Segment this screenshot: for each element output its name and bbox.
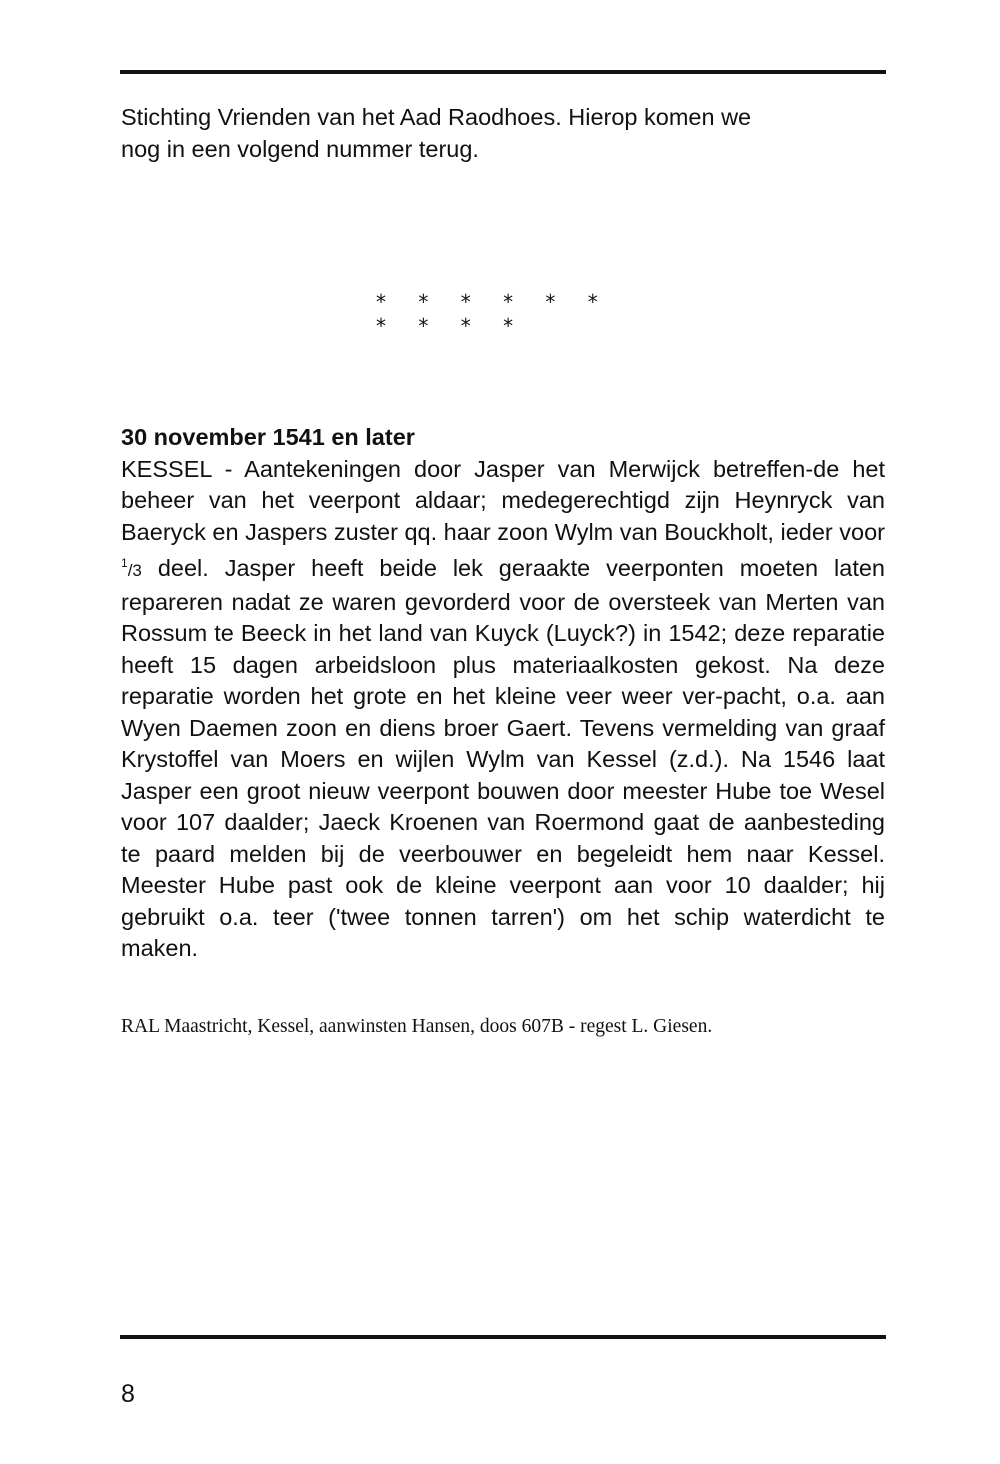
bottom-rule [120,1335,886,1339]
fraction-numerator: 1 [121,556,128,570]
entry-body [121,454,885,965]
intro-line-1: Stichting Vrienden van het Aad Raodhoes. Hierop komen we [121,104,752,130]
entry-heading: 30 november 1541 en later [121,424,415,450]
entry [121,422,885,965]
entry-body-part-1: KESSEL - Aantekeningen door Jasper van Merwijck betreffen-de het beheer van het veerpont aldaar; medegerechtigd zijn Heynryck van Baeryck en Jaspers zuster qq. haar zoon Wylm van Bouckholt, ieder voor [121,455,885,545]
intro-paragraph [121,102,885,165]
section-separator: * * * * * * * * * * [376,290,611,338]
entry-body-part-2: deel. Jasper heeft beide lek geraakte veerponten moeten laten repareren nadat ze waren gevorderd voor de oversteek van Merten van Rossum te Beeck in het land van Kuyck (Luyck?) in 1542; deze reparatie heeft 15 dagen arbeidsloon plus materiaalkosten gekost. Na deze reparatie worden het grote en het kleine veer weer ver-pacht, o.a. aan Wyen Daemen zoon en diens broer Gaert. Tevens vermelding van graaf Krystoffel van Moers en wijlen Wylm van Kessel (z.d.). Na 1546 laat Jasper een groot nieuw veerpont bouwen door meester Hube toe Wesel voor 107 daalder; Jaeck Kroenen van Roermond gaat de aanbesteding te paard melden bij de veerbouwer en begeleidt hem naar Kessel. Meester Hube past ook de kleine veerpont aan voor 10 daalder; hij gebruikt o.a. teer ('twee tonnen tarren') om het schip waterdicht te maken. [121,555,885,961]
intro-line-2: nog in een volgend nummer terug. [121,135,479,162]
fraction-one-third [121,556,142,580]
top-rule [120,70,886,74]
fraction-denominator: /3 [127,561,142,580]
source-citation: RAL Maastricht, Kessel, aanwinsten Hansen, doos 607B - regest L. Giesen. [121,1016,713,1037]
page-number: 8 [121,1380,135,1408]
